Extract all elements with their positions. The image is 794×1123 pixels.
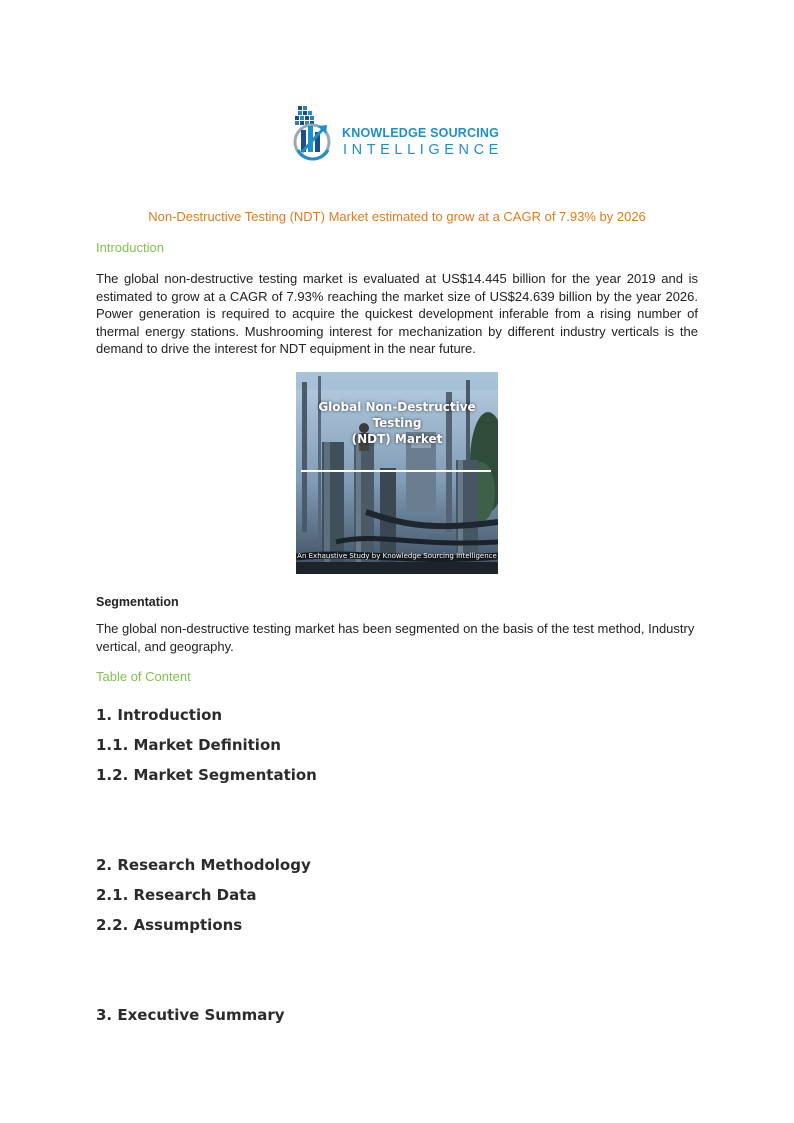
logo-mark-icon [290, 104, 336, 166]
market-banner-image [296, 372, 498, 574]
toc-item[interactable]: 2.1. Research Data [96, 886, 257, 904]
segmentation-paragraph: The global non-destructive testing market has been segmented on the basis of the test method, Industry vertical, and geography. [96, 621, 695, 654]
introduction-paragraph: The global non-destructive testing market is evaluated at US$14.445 billion for the year 2019 and is estimated to grow at a CAGR of 7.93% reaching the market size of US$24.639 billion by the year 2026. Power generation is required to acquire the quickest development inferable from a rising number of thermal energy stations. Mushrooming interest for mechanization by different industry verticals is the demand to drive the interest for NDT equipment in the near future. [96, 271, 698, 356]
logo-text-primary: KNOWLEDGE SOURCING [342, 126, 500, 140]
banner-divider [301, 470, 491, 472]
toc-item[interactable]: 1.1. Market Definition [96, 736, 281, 754]
page-title: Non-Destructive Testing (NDT) Market estimated to grow at a CAGR of 7.93% by 2026 [148, 209, 646, 224]
toc-item[interactable]: 1. Introduction [96, 706, 223, 724]
introduction-heading: Introduction [96, 240, 164, 255]
logo-text-secondary: INTELLIGENCE [343, 142, 503, 158]
toc-item[interactable]: 2.2. Assumptions [96, 916, 243, 934]
toc-heading: Table of Content [96, 669, 191, 684]
banner-title-line1: Global Non-Destructive Testing [318, 400, 476, 430]
toc-item[interactable]: 3. Executive Summary [96, 1006, 285, 1024]
toc-item[interactable]: 2. Research Methodology [96, 856, 311, 874]
company-logo [290, 104, 510, 166]
banner-subtitle: An Exhaustive Study by Knowledge Sourcing Intelligence [297, 552, 497, 560]
banner-title [296, 399, 498, 447]
toc-item[interactable]: 1.2. Market Segmentation [96, 766, 317, 784]
segmentation-heading: Segmentation [96, 595, 179, 609]
banner-title-line2: (NDT) Market [351, 432, 443, 446]
